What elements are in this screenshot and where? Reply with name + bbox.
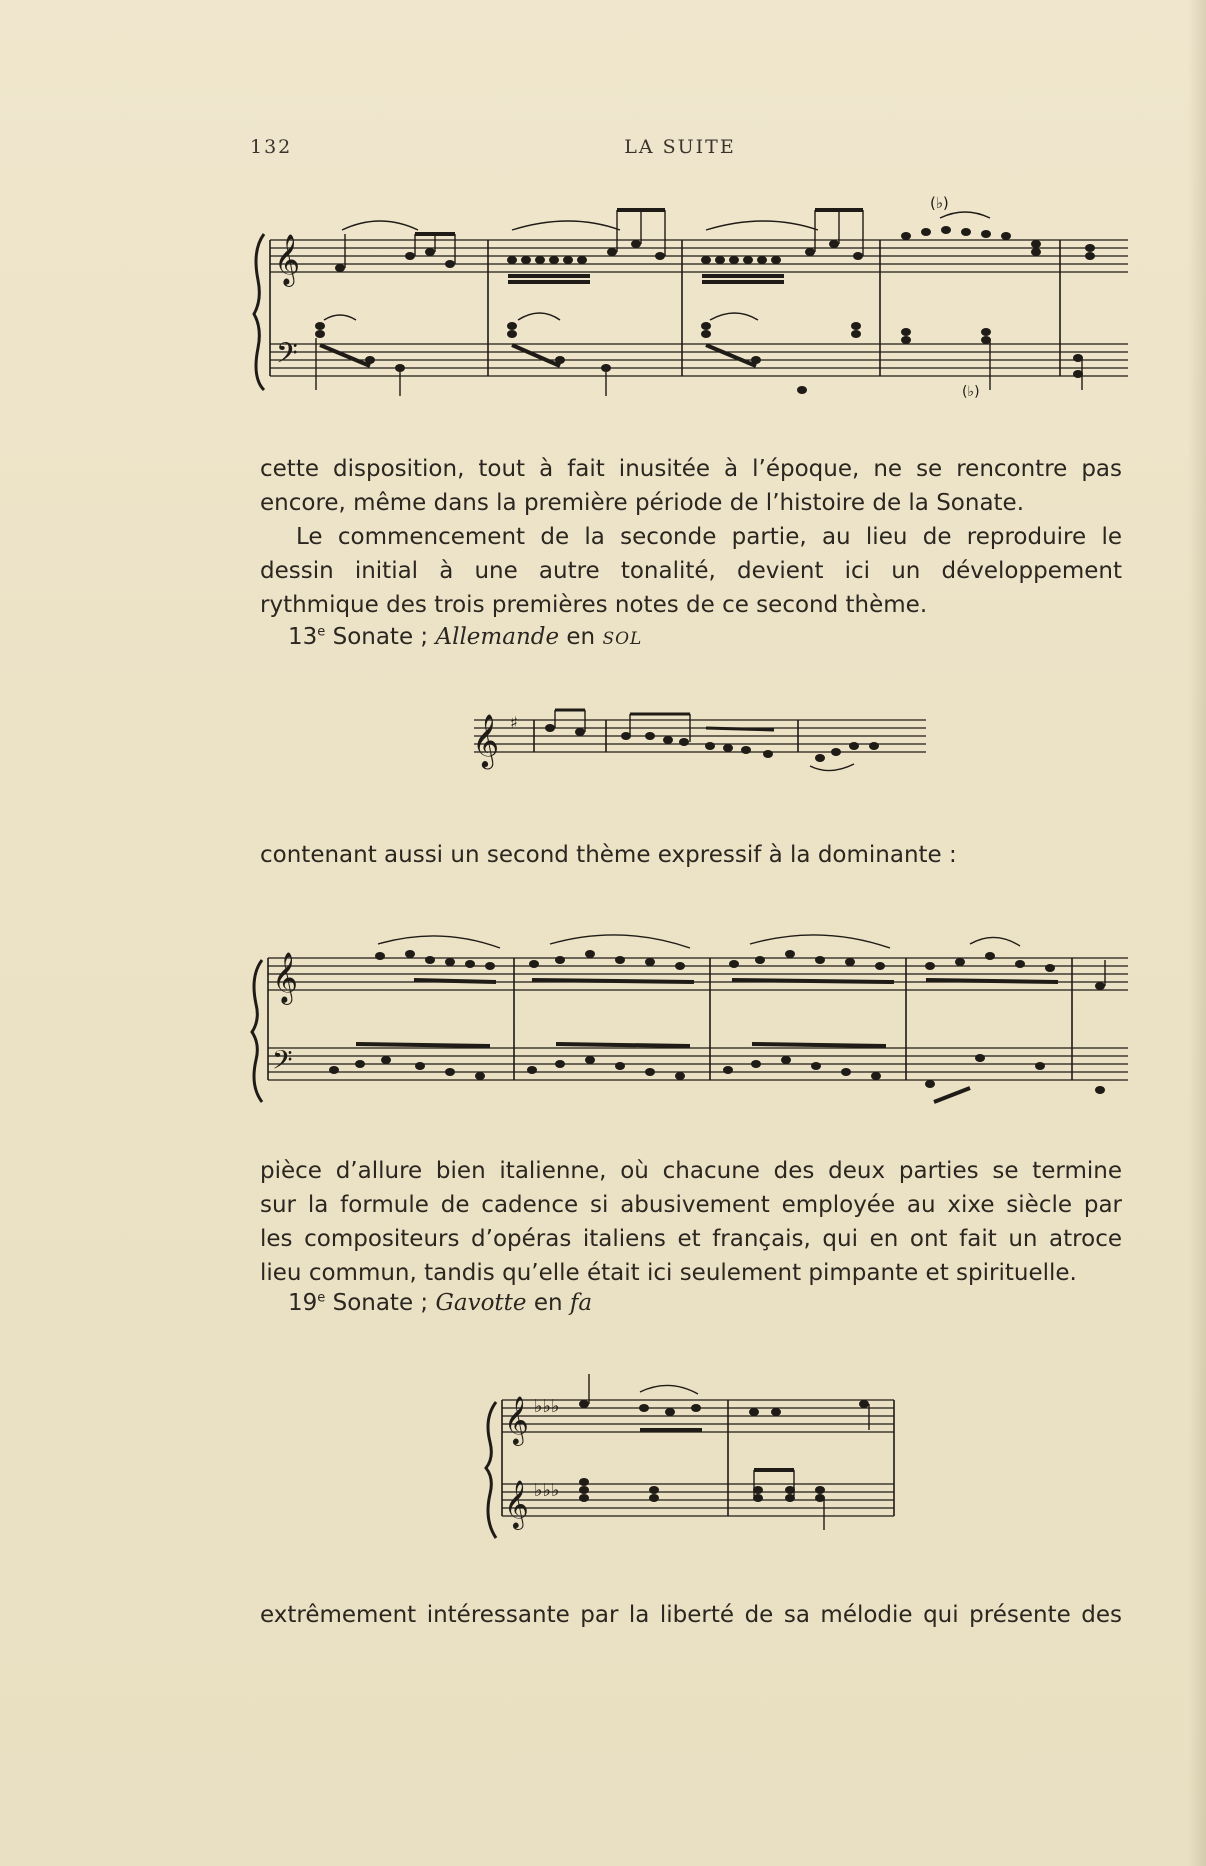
grand-staff-brace — [486, 1402, 496, 1538]
paragraph-1 — [260, 452, 1122, 520]
text-line: Le commencement de la seconde partie, au lieu de reproduire le — [296, 524, 1122, 550]
flat-in-parens-bottom: (♭) — [962, 384, 980, 400]
flat-in-parens-top: (♭) — [930, 194, 949, 212]
page-header — [250, 136, 1110, 166]
sonata-number: 13 — [288, 624, 318, 650]
key-name: fa — [569, 1290, 593, 1316]
treble-staff — [270, 240, 1128, 272]
treble-clef-icon: 𝄞 — [504, 1479, 529, 1528]
treble-clef-icon: 𝄞 — [504, 1395, 529, 1444]
sonata-13-title — [288, 624, 642, 650]
grand-staff-brace — [252, 960, 262, 1102]
text-line: contenant aussi un second thème expressif à la dominante : — [260, 842, 957, 868]
page-edge-shadow — [1188, 0, 1206, 1866]
paragraph-5 — [260, 1598, 1122, 1632]
flat-icon: ♭♭♭ — [534, 1480, 560, 1501]
text-line: lieu commun, tandis qu’elle était ici seulement pimpante et spirituelle. — [260, 1260, 1077, 1286]
key-connector: en — [566, 624, 596, 650]
sharp-icon: ♯ — [510, 713, 518, 732]
treble-clef-icon: 𝄞 — [472, 713, 500, 767]
text-line: pièce d’allure bien italienne, où chacune des deux parties se termine — [260, 1158, 1122, 1184]
text-line: extrêmement intéressante par la liberté de sa mélodie qui présente des — [260, 1602, 1122, 1628]
treble-clef-icon: 𝄞 — [272, 952, 299, 1003]
music-example-4 — [484, 1370, 904, 1550]
measure-2-treble — [507, 210, 665, 282]
music-example-3 — [250, 920, 1130, 1110]
measure-4-treble — [901, 212, 1095, 260]
barlines — [270, 240, 1060, 376]
ordinal-suffix: e — [317, 624, 326, 640]
paragraph-2 — [260, 520, 1122, 622]
key-connector: en — [533, 1290, 563, 1316]
movement-name: Gavotte — [435, 1290, 527, 1316]
text-line: encore, même dans la première période de l’histoire de la Sonate. — [260, 490, 1025, 516]
bass-clef-icon: 𝄢 — [272, 1044, 293, 1082]
key-name: SOL — [602, 629, 643, 649]
text-line: les compositeurs d’opéras italiens et français, qui en ont fait un atroce — [260, 1226, 1122, 1252]
sonata-label: Sonate ; — [332, 1290, 429, 1316]
paragraph-4 — [260, 1154, 1122, 1290]
running-head: LA SUITE — [624, 136, 736, 158]
text-line: cette disposition, tout à fait inusitée à l’époque, ne se rencontre pas — [260, 456, 1122, 482]
sonata-19-title — [288, 1290, 592, 1316]
text-line: rythmique des trois premières notes de ce second thème. — [260, 592, 928, 618]
measure-3-treble — [701, 210, 863, 282]
text-line: dessin initial à une autre tonalité, devient ici un développement — [260, 558, 1122, 584]
sonata-number: 19 — [288, 1290, 318, 1316]
bass-clef-icon: 𝄢 — [276, 337, 298, 377]
text-line: sur la formule de cadence si abusivement employée au xixe siècle par — [260, 1192, 1122, 1218]
paragraph-3 — [260, 838, 1020, 872]
movement-name: Allemande — [435, 624, 560, 650]
music-example-1 — [250, 190, 1130, 400]
grand-staff-brace — [254, 234, 264, 390]
flat-icon: ♭♭♭ — [534, 1396, 560, 1417]
sonata-label: Sonate ; — [332, 624, 429, 650]
ordinal-suffix: e — [317, 1290, 326, 1306]
treble-clef-icon: 𝄞 — [274, 234, 301, 285]
music-example-2 — [470, 700, 930, 790]
page-number: 132 — [250, 136, 293, 158]
